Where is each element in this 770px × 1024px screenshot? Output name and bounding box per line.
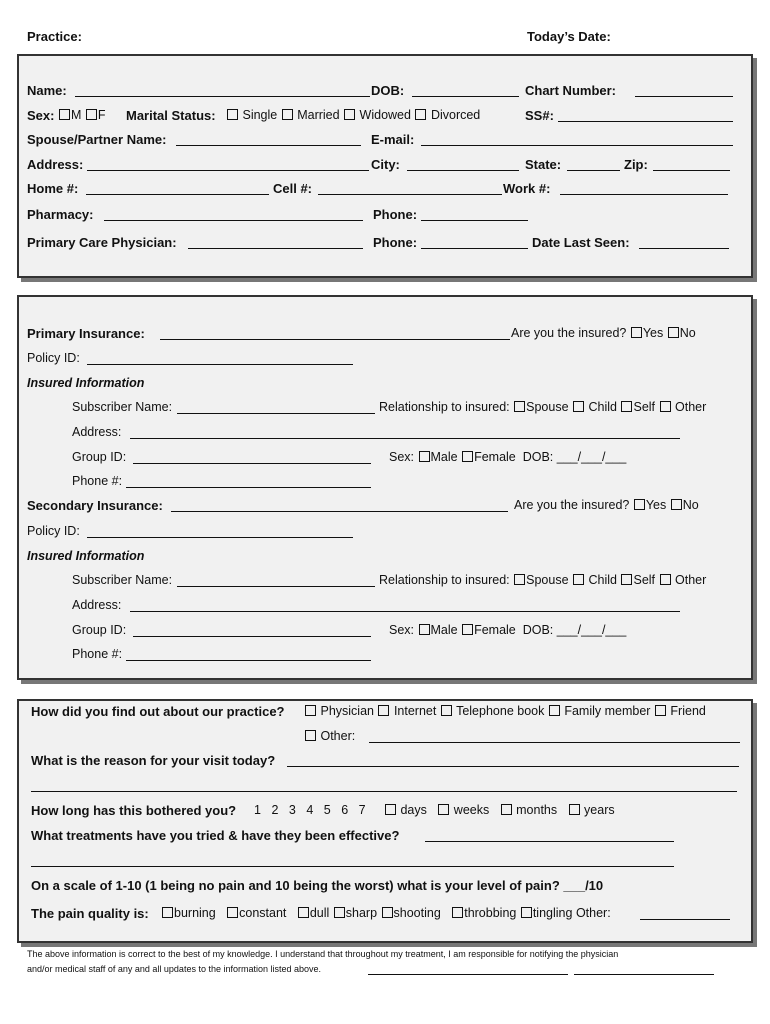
pharmacy-label: Pharmacy: (27, 207, 94, 222)
divorced-checkbox[interactable] (415, 109, 426, 120)
dob-field[interactable] (412, 96, 519, 97)
primary-no-checkbox[interactable] (668, 327, 679, 338)
pain-quality-label: The pain quality is: (31, 906, 149, 921)
primary-phone-label: Phone #: (72, 474, 123, 488)
telephone-book-checkbox[interactable] (441, 705, 452, 716)
secondary-insured-question: Are you the insured? Yes No (514, 498, 699, 512)
email-label: E-mail: (371, 132, 415, 147)
pcp-field[interactable] (188, 248, 363, 249)
address-field[interactable] (87, 170, 369, 171)
secondary-sex-dob: Sex: Male Female DOB: ___/___/___ (389, 623, 627, 637)
primary-yes-checkbox[interactable] (631, 327, 642, 338)
signature-field[interactable] (368, 974, 568, 975)
secondary-policy-field[interactable] (87, 537, 353, 538)
cell-label: Cell #: (273, 181, 313, 196)
primary-relationship-options: Relationship to insured: Spouse Child Self Other (379, 400, 707, 414)
pcp-phone-field[interactable] (421, 248, 528, 249)
cell-field[interactable] (318, 194, 502, 195)
reason-field-line2[interactable] (31, 791, 737, 792)
sex-f-checkbox[interactable] (86, 109, 97, 120)
secondary-subscriber-field[interactable] (177, 586, 375, 587)
state-label: State: (525, 157, 562, 172)
treatments-question: What treatments have you tried & have they been effective? (31, 828, 400, 843)
find-other-field[interactable] (369, 742, 740, 743)
dull-checkbox[interactable] (298, 907, 309, 918)
secondary-group-label: Group ID: (72, 623, 127, 637)
last-seen-field[interactable] (639, 248, 729, 249)
primary-male-checkbox[interactable] (419, 451, 430, 462)
num-7[interactable]: 7 (358, 803, 366, 817)
dob-label: DOB: (371, 83, 405, 98)
practice-label: Practice: (27, 29, 82, 44)
primary-phone-field[interactable] (126, 487, 371, 488)
secondary-group-field[interactable] (133, 636, 371, 637)
chart-number-field[interactable] (635, 96, 733, 97)
shooting-checkbox[interactable] (382, 907, 393, 918)
primary-group-field[interactable] (133, 463, 371, 464)
primary-group-label: Group ID: (72, 450, 127, 464)
primary-policy-label: Policy ID: (27, 351, 80, 365)
secondary-phone-label: Phone #: (72, 647, 123, 661)
pain-quality-other-field[interactable] (640, 919, 730, 920)
sex-options: M F (58, 109, 106, 122)
secondary-address-label: Address: (72, 598, 122, 612)
email-field[interactable] (421, 145, 733, 146)
primary-policy-field[interactable] (87, 364, 353, 365)
marital-status-label: Marital Status: (126, 108, 216, 123)
tingling-checkbox[interactable] (521, 907, 532, 918)
footer-line2: and/or medical staff of any and all updates to the information listed above. (27, 964, 322, 974)
last-seen-label: Date Last Seen: (532, 235, 630, 250)
primary-subscriber-label: Subscriber Name: (72, 400, 173, 414)
name-field[interactable] (75, 96, 370, 97)
primary-child-checkbox[interactable] (573, 401, 584, 412)
sharp-checkbox[interactable] (334, 907, 345, 918)
pain-quality-options: burning constant dull sharp shooting throbbing tingling Other: (161, 907, 611, 920)
address-label: Address: (27, 157, 84, 172)
secondary-insured-info-heading: Insured Information (27, 549, 145, 563)
num-6[interactable]: 6 (341, 803, 349, 817)
friend-checkbox[interactable] (655, 705, 666, 716)
internet-checkbox[interactable] (378, 705, 389, 716)
secondary-phone-field[interactable] (126, 660, 371, 661)
pharmacy-field[interactable] (104, 220, 363, 221)
primary-insured-question: Are you the insured? Yes No (511, 326, 696, 340)
home-phone-field[interactable] (86, 194, 269, 195)
secondary-relationship-options: Relationship to insured: Spouse Child Self Other (379, 573, 707, 587)
primary-address-label: Address: (72, 425, 122, 439)
treatments-field-line2[interactable] (31, 866, 674, 867)
ss-label: SS#: (525, 108, 554, 123)
find-other-checkbox[interactable] (305, 730, 316, 741)
primary-female-checkbox[interactable] (462, 451, 473, 462)
work-label: Work #: (503, 181, 551, 196)
primary-sex-dob: Sex: Male Female DOB: ___/___/___ (389, 450, 627, 464)
spouse-label: Spouse/Partner Name: (27, 132, 167, 147)
city-field[interactable] (407, 170, 519, 171)
primary-address-field[interactable] (130, 438, 680, 439)
secondary-insurance-field[interactable] (171, 511, 508, 512)
secondary-self-checkbox[interactable] (621, 574, 632, 585)
city-label: City: (371, 157, 400, 172)
state-field[interactable] (567, 170, 620, 171)
sex-label: Sex: (27, 108, 55, 123)
days-checkbox[interactable] (385, 804, 396, 815)
primary-self-checkbox[interactable] (621, 401, 632, 412)
physician-checkbox[interactable] (305, 705, 316, 716)
secondary-policy-label: Policy ID: (27, 524, 80, 538)
num-5[interactable]: 5 (323, 803, 331, 817)
pharmacy-phone-field[interactable] (421, 220, 528, 221)
ss-field[interactable] (558, 121, 733, 122)
secondary-yes-checkbox[interactable] (634, 499, 645, 510)
constant-checkbox[interactable] (227, 907, 238, 918)
primary-other-checkbox[interactable] (660, 401, 671, 412)
reason-field[interactable] (287, 766, 739, 767)
num-2[interactable]: 2 (271, 803, 279, 817)
secondary-insurance-label: Secondary Insurance: (27, 498, 163, 513)
num-3[interactable]: 3 (288, 803, 296, 817)
secondary-no-checkbox[interactable] (671, 499, 682, 510)
months-checkbox[interactable] (501, 804, 512, 815)
how-long-numbers (254, 804, 366, 817)
reason-question: What is the reason for your visit today? (31, 753, 276, 768)
primary-insured-info-heading: Insured Information (27, 376, 145, 390)
name-label: Name: (27, 83, 67, 98)
secondary-spouse-checkbox[interactable] (514, 574, 525, 585)
treatments-field[interactable] (425, 841, 674, 842)
weeks-checkbox[interactable] (438, 804, 449, 815)
marital-options: Single Married Widowed Divorced (226, 109, 480, 122)
secondary-male-checkbox[interactable] (419, 624, 430, 635)
throbbing-checkbox[interactable] (452, 907, 463, 918)
chart-number-label: Chart Number: (525, 83, 617, 98)
family-member-checkbox[interactable] (549, 705, 560, 716)
find-practice-options: Physician Internet Telephone book Family member Friend (304, 705, 706, 718)
secondary-address-field[interactable] (130, 611, 680, 612)
spouse-field[interactable] (176, 145, 361, 146)
widowed-checkbox[interactable] (344, 109, 355, 120)
how-long-question: How long has this bothered you? (31, 803, 237, 818)
pcp-label: Primary Care Physician: (27, 235, 177, 250)
secondary-child-checkbox[interactable] (573, 574, 584, 585)
pain-scale-question: On a scale of 1-10 (1 being no pain and 10 being the worst) what is your level of pain? ___/10 (31, 878, 604, 893)
num-4[interactable]: 4 (306, 803, 314, 817)
zip-label: Zip: (624, 157, 648, 172)
num-1[interactable]: 1 (254, 803, 261, 817)
sex-m-checkbox[interactable] (59, 109, 70, 120)
pcp-phone-label: Phone: (373, 235, 418, 250)
pharmacy-phone-label: Phone: (373, 207, 418, 222)
zip-field[interactable] (653, 170, 730, 171)
years-checkbox[interactable] (569, 804, 580, 815)
duration-options: days weeks months years (384, 804, 615, 817)
secondary-other-checkbox[interactable] (660, 574, 671, 585)
footer-line1: The above information is correct to the best of my knowledge. I understand that throughout my treatment, I am responsible for notifying the physician (27, 949, 619, 959)
home-phone-label: Home #: (27, 181, 79, 196)
primary-spouse-checkbox[interactable] (514, 401, 525, 412)
primary-insurance-field[interactable] (160, 339, 510, 340)
work-field[interactable] (560, 194, 728, 195)
secondary-female-checkbox[interactable] (462, 624, 473, 635)
primary-insurance-label: Primary Insurance: (27, 326, 145, 341)
signature-date-field[interactable] (574, 974, 714, 975)
married-checkbox[interactable] (282, 109, 293, 120)
single-checkbox[interactable] (227, 109, 238, 120)
find-practice-question: How did you find out about our practice? (31, 704, 285, 719)
todays-date-label: Today’s Date: (527, 29, 611, 44)
primary-subscriber-field[interactable] (177, 413, 375, 414)
secondary-subscriber-label: Subscriber Name: (72, 573, 173, 587)
burning-checkbox[interactable] (162, 907, 173, 918)
find-other-option: Other: (304, 730, 355, 743)
